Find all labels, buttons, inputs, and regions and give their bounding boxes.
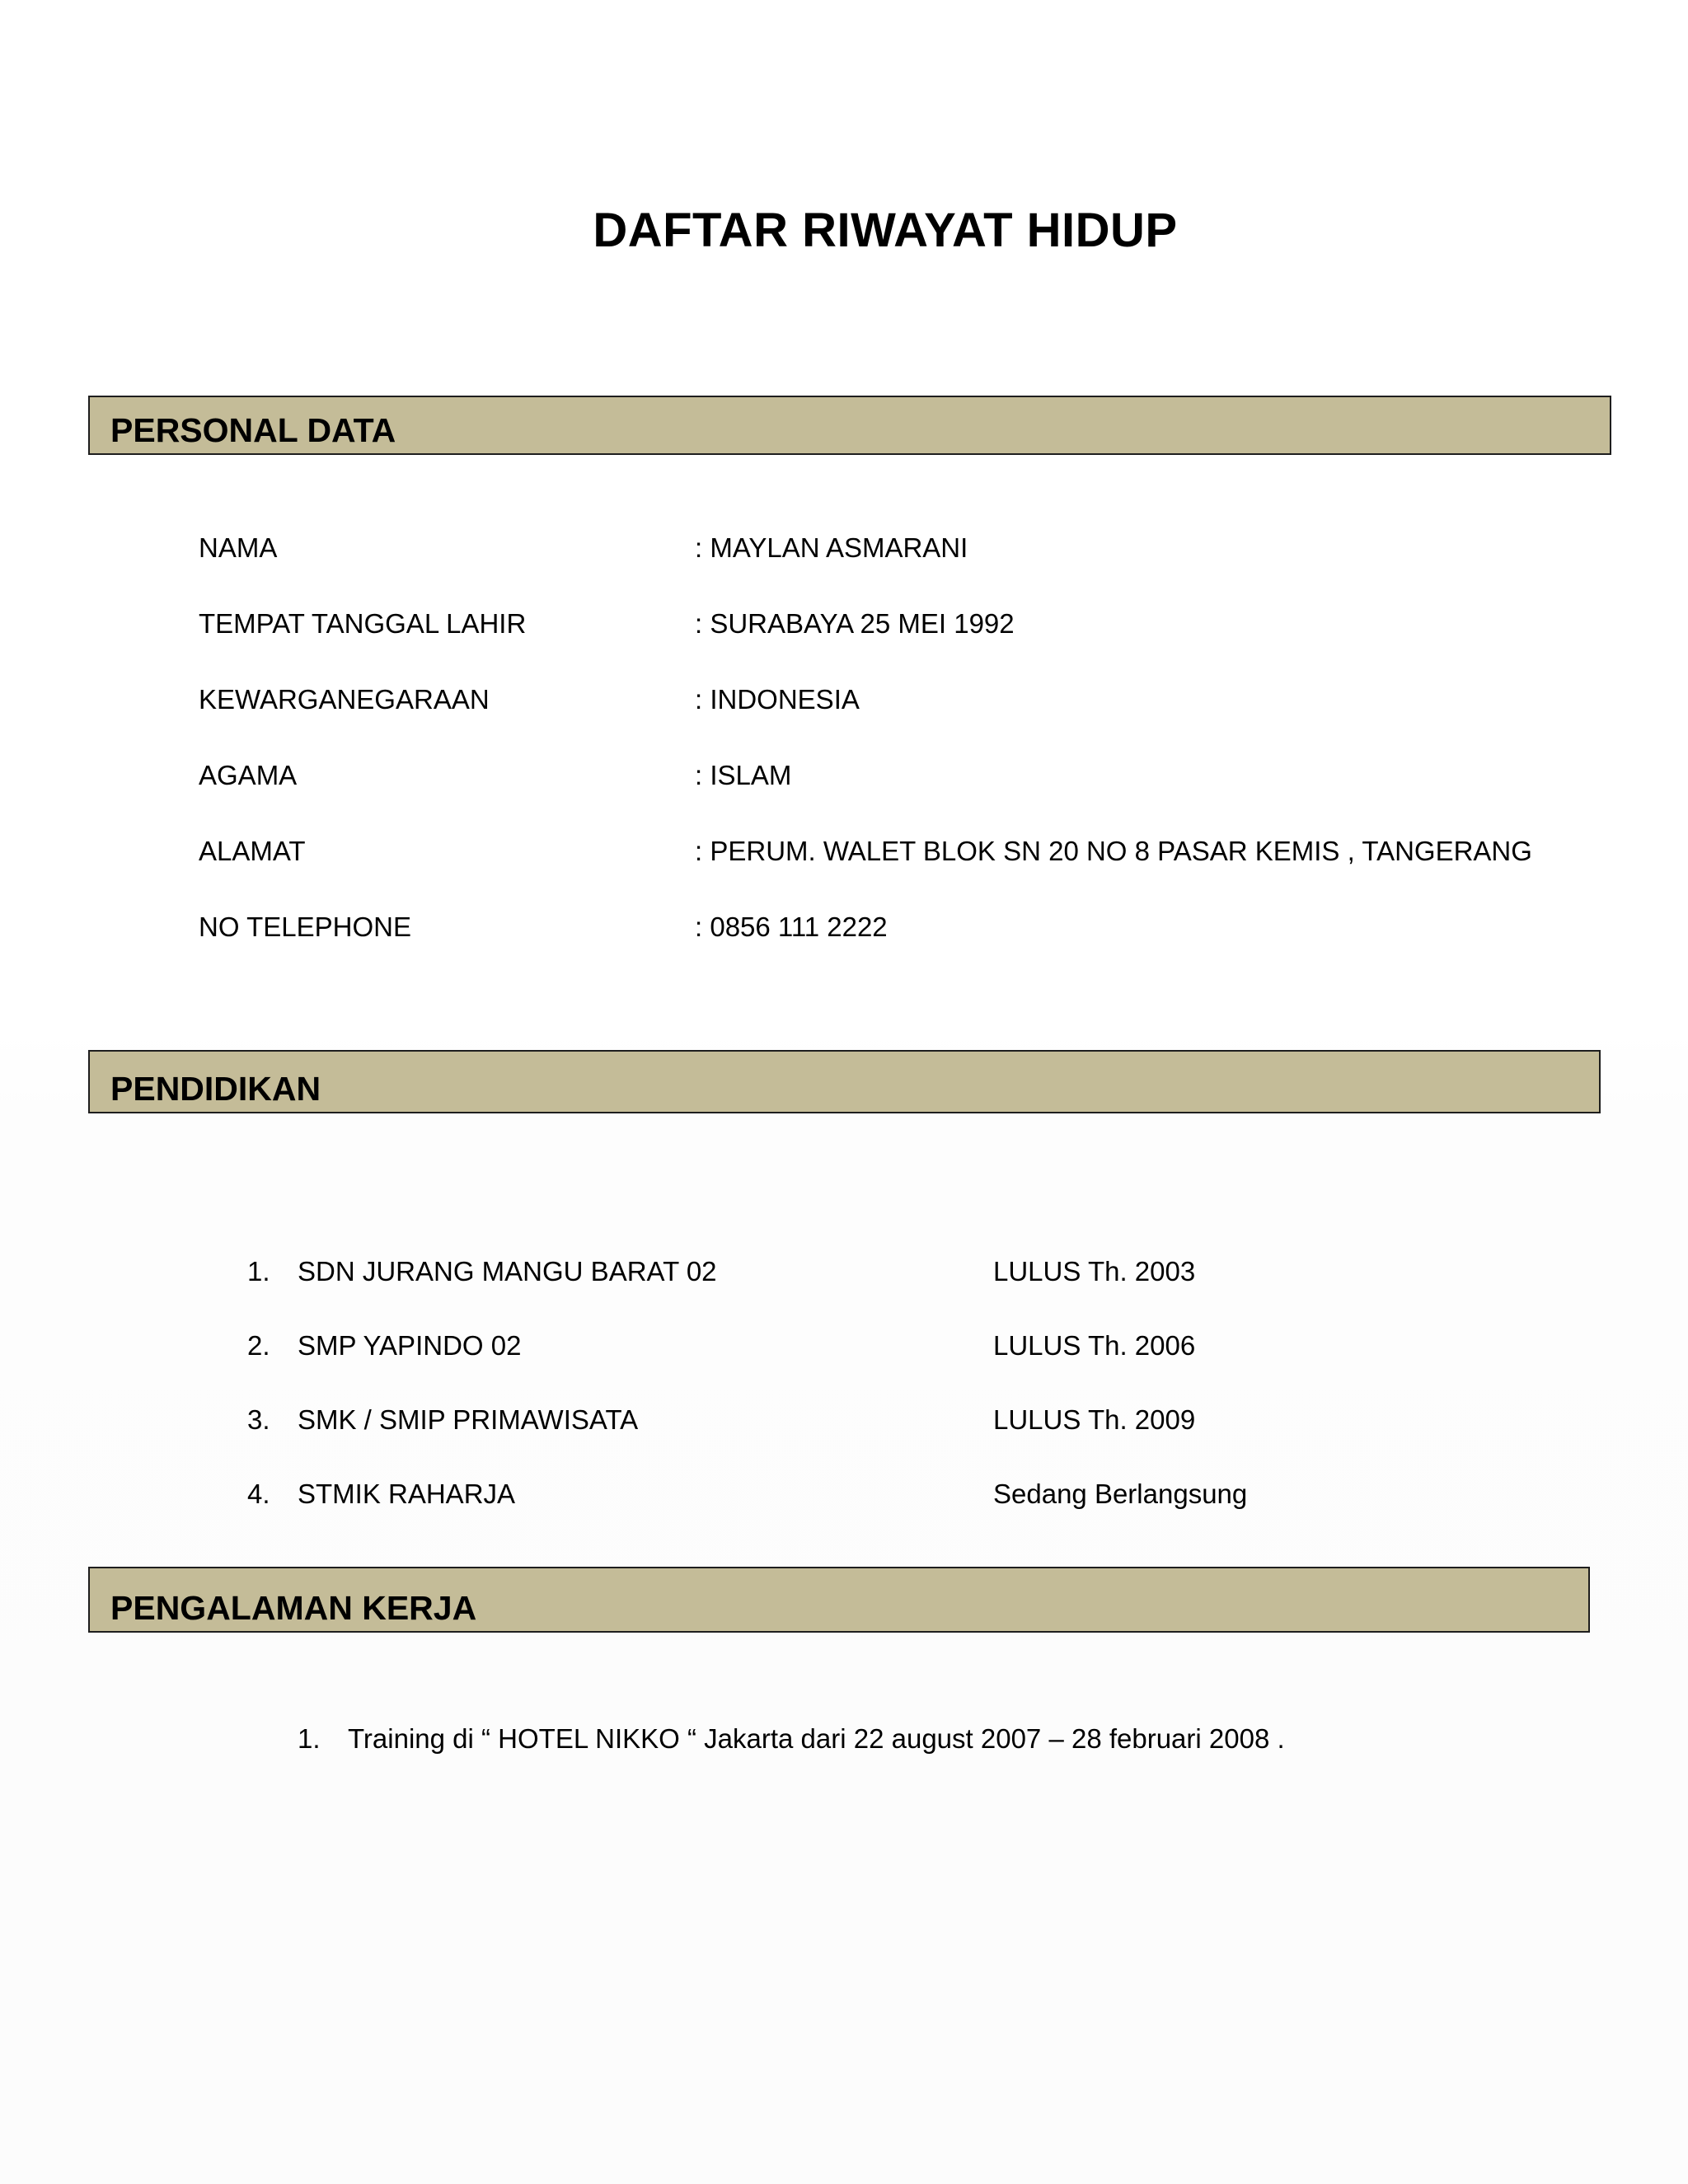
school-name: SMK / SMIP PRIMAWISATA xyxy=(298,1404,639,1435)
graduation-status: Sedang Berlangsung xyxy=(993,1479,1248,1509)
list-number: 2. xyxy=(247,1330,270,1361)
school-name: STMIK RAHARJA xyxy=(298,1479,516,1509)
school-name: SMP YAPINDO 02 xyxy=(298,1330,522,1361)
label-agama: AGAMA xyxy=(199,760,298,790)
school-name: SDN JURANG MANGU BARAT 02 xyxy=(298,1256,717,1286)
list-number: 1. xyxy=(247,1256,270,1286)
label-kewarganegaraan: KEWARGANEGARAAN xyxy=(199,684,490,715)
section-title-pengalaman-kerja: PENGALAMAN KERJA xyxy=(110,1589,477,1627)
section-header-personal-data xyxy=(88,396,1611,455)
label-tempat-tanggal-lahir: TEMPAT TANGGAL LAHIR xyxy=(199,608,527,639)
section-title-personal-data: PERSONAL DATA xyxy=(110,411,396,449)
label-alamat: ALAMAT xyxy=(199,836,306,866)
graduation-status: LULUS Th. 2003 xyxy=(993,1256,1196,1286)
list-number: 1. xyxy=(298,1723,321,1754)
section-header-pengalaman-kerja xyxy=(88,1567,1590,1633)
value-tempat-tanggal-lahir: : SURABAYA 25 MEI 1992 xyxy=(695,608,1015,639)
section-title-pendidikan: PENDIDIKAN xyxy=(110,1070,321,1108)
document-title: DAFTAR RIWAYAT HIDUP xyxy=(593,204,1178,257)
value-alamat: : PERUM. WALET BLOK SN 20 NO 8 PASAR KEMIS , TANGERANG xyxy=(695,836,1532,866)
value-agama: : ISLAM xyxy=(695,760,792,790)
value-kewarganegaraan: : INDONESIA xyxy=(695,684,860,715)
section-header-pendidikan xyxy=(88,1050,1601,1113)
value-no-telephone: : 0856 111 2222 xyxy=(695,912,888,942)
value-nama: : MAYLAN ASMARANI xyxy=(695,532,968,563)
label-nama: NAMA xyxy=(199,532,278,563)
list-number: 3. xyxy=(247,1404,270,1435)
work-description: Training di “ HOTEL NIKKO “ Jakarta dari 22 august 2007 – 28 februari 2008 . xyxy=(348,1723,1285,1754)
list-number: 4. xyxy=(247,1479,270,1509)
graduation-status: LULUS Th. 2009 xyxy=(993,1404,1196,1435)
label-no-telephone: NO TELEPHONE xyxy=(199,912,411,942)
graduation-status: LULUS Th. 2006 xyxy=(993,1330,1196,1361)
